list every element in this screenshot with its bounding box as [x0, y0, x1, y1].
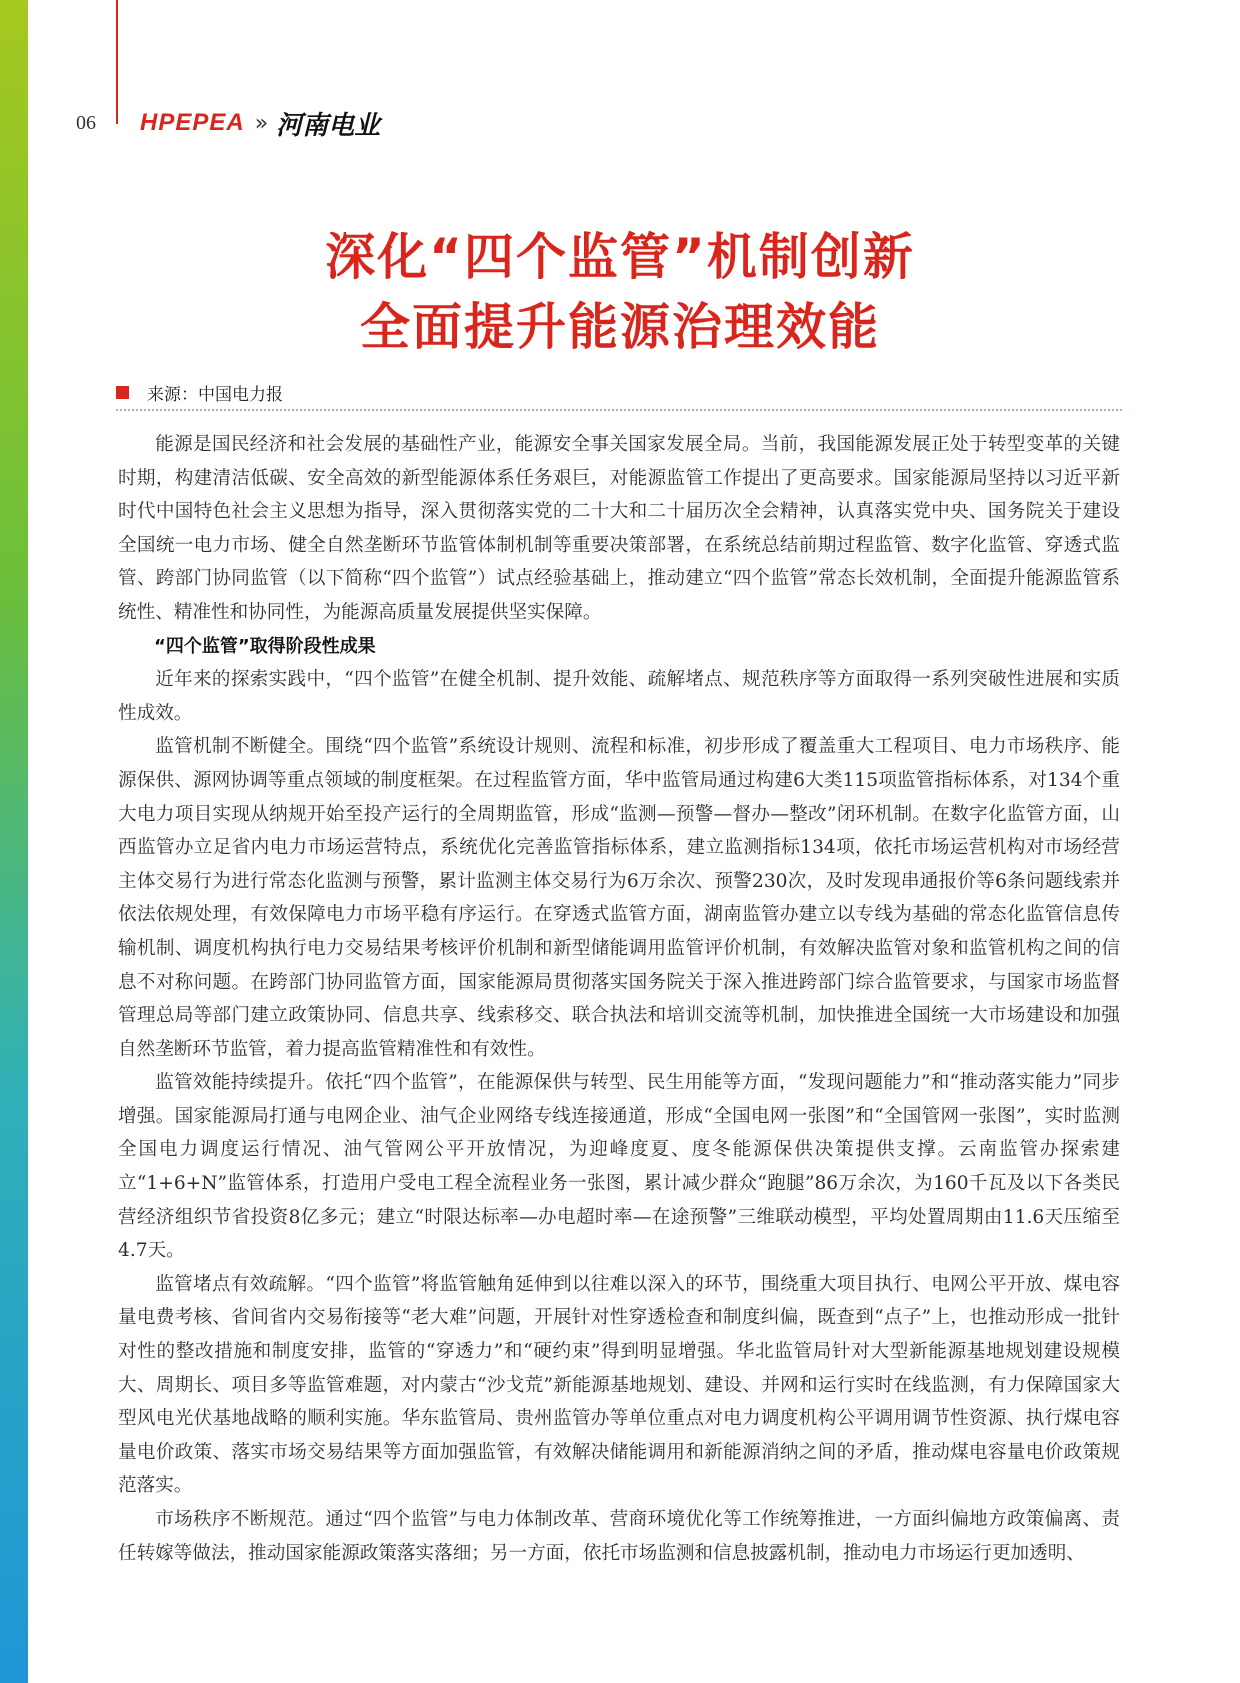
magazine-name: 河南电业 — [276, 110, 381, 141]
page-header — [76, 108, 381, 141]
paragraph: 市场秩序不断规范。通过“四个监管”与电力体制改革、营商环境优化等工作统筹推进，一方面纠偏地方政策偏离、责任转嫁等做法，推动国家能源政策落实落细；另一方面，依托市场监测和信息披露机制，推动电力市场运行更加透明、 — [118, 1509, 1120, 1564]
dotted-divider — [116, 409, 1122, 411]
title-line-2: 全面提升能源治理效能 — [360, 298, 880, 356]
paragraph: 监管堵点有效疏解。“四个监管”将监管触角延伸到以往难以深入的环节，围绕重大项目执行、电网公平开放、煤电容量电费考核、省间省内交易衔接等“老大难”问题，开展针对性穿透检查和制度纠偏，既查到“点子”上，也推动形成一批针对性的整改措施和制度安排，监管的“穿透力”和“硬约束”得到明显增强。华北监管局针对大型新能源基地规划建设规模大、周期长、项目多等监管难题，对内蒙古“沙戈荒”新能源基地规划、建设、并网和运行实时在线监测，有力保障国家大型风电光伏基地战略的顺利实施。华东监管局、贵州监管办等单位重点对电力调度机构公平调用调节性资源、执行煤电容量电价政策、落实市场交易结果等方面加强监管，有效解决储能调用和新能源消纳之间的矛盾，推动煤电容量电价政策规范落实。 — [118, 1273, 1120, 1497]
paragraph: 能源是国民经济和社会发展的基础性产业，能源安全事关国家发展全局。当前，我国能源发展正处于转型变革的关键时期，构建清洁低碳、安全高效的新型能源体系任务艰巨，对能源监管工作提出了更高要求。国家能源局坚持以习近平新时代中国特色社会主义思想为指导，深入贯彻落实党的二十大和二十届历次全会精神，认真落实党中央、国务院关于建设全国统一电力市场、健全自然垄断环节监管体制机制等重要决策部署，在系统总结前期过程监管、数字化监管、穿透式监管、跨部门协同监管（以下简称“四个监管”）试点经验基础上，推动建立“四个监管”常态长效机制，全面提升能源监管系统性、精准性和协同性，为能源高质量发展提供坚实保障。 — [118, 434, 1120, 623]
title-line-1: 深化“四个监管”机制创新 — [325, 228, 915, 286]
article-title — [0, 222, 1240, 362]
article-body — [118, 428, 1120, 1570]
paragraph: 近年来的探索实践中，“四个监管”在健全机制、提升效能、疏解堵点、规范秩序等方面取得一系列突破性进展和实质性成效。 — [118, 669, 1120, 724]
paragraph: 监管效能持续提升。依托“四个监管”，在能源保供与转型、民生用能等方面，“发现问题能力”和“推动落实能力”同步增强。国家能源局打通与电网企业、油气企业网络专线连接通道，形成“全国电网一张图”和“全国管网一张图”，实时监测全国电力调度运行情况、油气管网公平开放情况，为迎峰度夏、度冬能源保供决策提供支撑。云南监管办探索建立“1+6+N”监管体系，打造用户受电工程全流程业务一张图，累计减少群众“跑腿”86万余次，为160千瓦及以下各类民营经济组织节省投资8亿多元；建立“时限达标率—办电超时率—在途预警”三维联动模型，平均处置周期由11.6天压缩至4.7天。 — [118, 1072, 1120, 1262]
page-number: 06 — [76, 111, 96, 134]
paragraph: 监管机制不断健全。围绕“四个监管”系统设计规则、流程和标准，初步形成了覆盖重大工程项目、电力市场秩序、能源保供、源网协调等重点领域的制度框架。在过程监管方面，华中监管局通过构建6大类115项监管指标体系，对134个重大电力项目实现从纳规开始至投产运行的全周期监管，形成“监测—预警—督办—整改”闭环机制。在数字化监管方面，山西监管办立足省内电力市场运营特点，系统优化完善监管指标体系，建立监测指标134项，依托市场运营机构对市场经营主体交易行为进行常态化监测与预警，累计监测主体交易行为6万余次、预警230次，及时发现串通报价等6条问题线索并依法依规处理，有效保障电力市场平稳有序运行。在穿透式监管方面，湖南监管办建立以专线为基础的常态化监管信息传输机制、调度机构执行电力交易结果考核评价机制和新型储能调用监管评价机制，有效解决监管对象和监管机构之间的信息不对称问题。在跨部门协同监管方面，国家能源局贯彻落实国务院关于深入推进跨部门综合监管要求，与国家市场监督管理总局等部门建立政策协同、信息共享、线索移交、联合执法和培训交流等机制，加快推进全国统一大市场建设和加强自然垄断环节监管，着力提高监管精准性和有效性。 — [118, 736, 1120, 1060]
section-heading: “四个监管”取得阶段性成果 — [154, 635, 376, 657]
article-source — [116, 380, 283, 405]
header-rule — [116, 0, 118, 124]
brand-logo: HPEPEA — [140, 109, 245, 136]
double-chevron-icon: » — [254, 110, 269, 136]
source-text: 来源：中国电力报 — [147, 385, 283, 405]
red-square-icon — [116, 386, 129, 399]
